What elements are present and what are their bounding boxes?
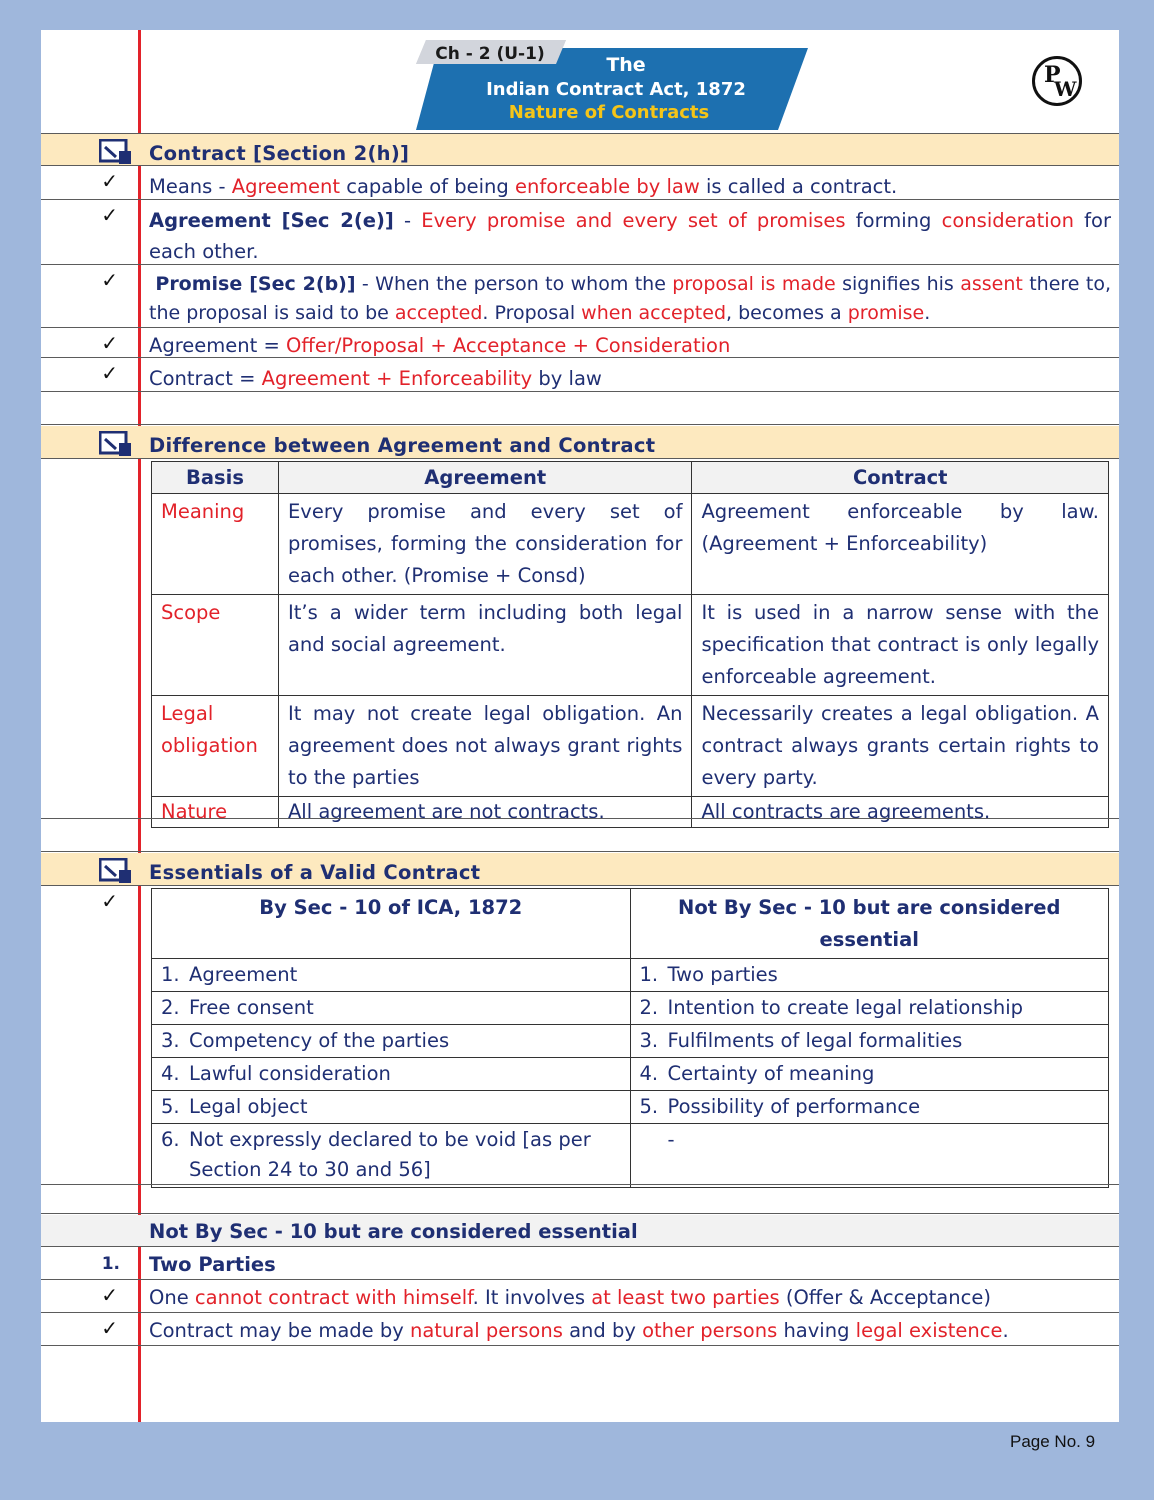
check-icon: ✓ [101,203,118,227]
check-icon: ✓ [101,361,118,385]
list-item: ✓ One cannot contract with himself. It involves at least two parties (Offer & Acceptance) [41,1281,1119,1313]
subheading-row [41,1248,1119,1280]
section-title-contract [41,133,1119,166]
section-title-difference [41,426,1119,459]
page-number: Page No. 9 [1010,1432,1096,1451]
notes-page [41,30,1119,1422]
essentials-table [151,888,1109,1188]
pw-logo: P W [1032,56,1082,106]
chapter-label: Ch - 2 (U-1) [435,44,545,64]
check-icon: ✓ [101,1316,118,1340]
chapter-banner [416,38,811,130]
blank-row [41,393,1119,425]
presentation-icon [99,431,132,457]
table-row: 2. Free consent 2. Intention to create legal relationship [152,992,1109,1025]
table-row: Legal obligation It may not create legal obligation. An agreement does not always grant rights to the parties Necessarily creates a legal obligation. A contract always grants certain rights to every party. [152,696,1109,797]
banner-subtitle: Nature of Contracts [508,102,710,123]
item-number: 1. [101,1254,120,1274]
check-icon: ✓ [101,1283,118,1307]
subheading: Two Parties [149,1253,276,1276]
list-item: ✓ Agreement = Offer/Proposal + Acceptance + Consideration [41,329,1119,358]
table-header: Contract [692,462,1109,494]
table-row: 4. Lawful consideration 4. Certainty of meaning [152,1058,1109,1091]
table-header: Basis [152,462,279,494]
difference-table [151,461,1109,828]
table-row: 3. Competency of the parties 3. Fulfilments of legal formalities [152,1025,1109,1058]
table-row: 1. Agreement 1. Two parties [152,959,1109,992]
list-item: ✓ Promise [Sec 2(b)] - When the person to whom the proposal is made signifies his assent there to, the proposal is said to be accepted. Proposal when accepted, becomes a promise. [41,266,1119,328]
table-header: Not By Sec - 10 but are considered essential [630,889,1109,959]
check-icon: ✓ [101,889,118,913]
section-heading: Contract [Section 2(h)] [149,142,410,165]
presentation-icon [99,139,132,165]
section-title-essentials [41,853,1119,886]
table-row: 6. Not expressly declared to be void [as per Section 24 to 30 and 56] - [152,1124,1109,1188]
banner-act-title: Indian Contract Act, 1872 [486,79,746,100]
check-icon: ✓ [101,169,118,193]
table-header: Agreement [278,462,692,494]
section-heading: Difference between Agreement and Contract [149,434,656,457]
table-row: Scope It’s a wider term including both legal and social agreement. It is used in a narrow sense with the specification that contract is only legally enforceable agreement. [152,595,1109,696]
table-row: Meaning Every promise and every set of promises, forming the consideration for each other. (Promise + Consd) Agreement enforceable by law. (Agreement + Enforceability) [152,494,1109,595]
section-heading: Not By Sec - 10 but are considered essential [149,1220,638,1243]
blank-row [41,1184,1119,1214]
table-row: Nature All agreement are not contracts. All contracts are agreements. [152,797,1109,828]
check-icon: ✓ [101,331,118,355]
list-item: ✓ Means - Agreement capable of being enforceable by law is called a contract. [41,167,1119,200]
presentation-icon [99,858,132,884]
blank-row [41,818,1119,852]
list-item: ✓ Contract = Agreement + Enforceability by law [41,359,1119,392]
list-item: ✓ Agreement [Sec 2(e)] - Every promise and every set of promises forming consideration for each other. [41,201,1119,265]
check-icon: ✓ [101,268,118,292]
section-heading: Essentials of a Valid Contract [149,861,481,884]
section-title-not-by-sec10 [41,1215,1119,1247]
table-header: By Sec - 10 of ICA, 1872 [152,889,631,959]
list-item: ✓ Contract may be made by natural persons and by other persons having legal existence. [41,1314,1119,1346]
table-row: 5. Legal object 5. Possibility of performance [152,1091,1109,1124]
banner-line-the: The [606,54,646,76]
